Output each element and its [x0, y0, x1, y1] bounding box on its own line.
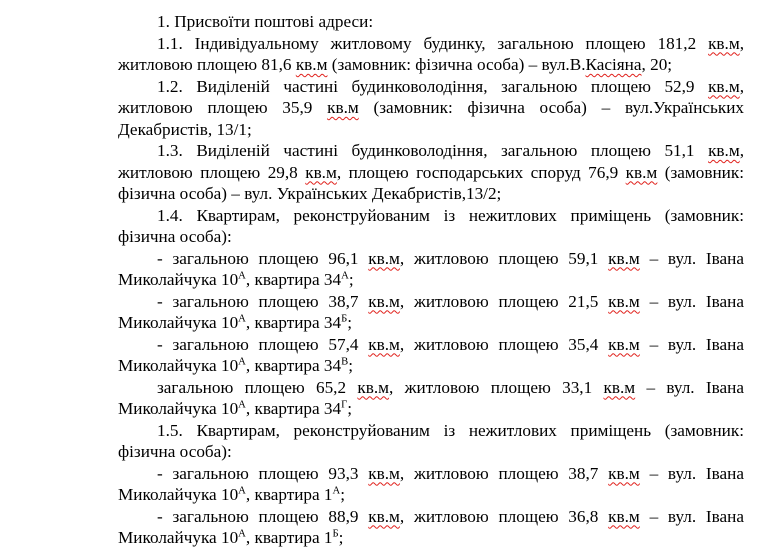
unit-kvm: кв.м: [368, 334, 400, 354]
street-name: Касіяна: [585, 55, 642, 74]
text: , квартира 1: [245, 485, 333, 504]
apartment-line: [118, 291, 744, 334]
apartment-line: [118, 248, 744, 291]
text: , 20;: [641, 55, 673, 74]
text: 1.2. Виділеній частині будинковолодіння, загальною площею 52,9: [157, 76, 709, 96]
unit-kvm: кв.м: [368, 291, 400, 311]
text: загальною площею 65,2: [157, 377, 358, 397]
superscript: Б: [341, 313, 348, 325]
text: - загальною площею 38,7: [157, 291, 369, 311]
unit-kvm: кв.м: [708, 141, 740, 160]
superscript: А: [238, 313, 246, 325]
text: , житловою площею 35,9: [118, 76, 744, 117]
superscript: А: [238, 356, 246, 368]
text: , житловою площею 59,1: [399, 248, 609, 268]
text: ;: [347, 399, 353, 418]
text: ;: [348, 270, 354, 289]
unit-kvm: кв.м: [368, 463, 400, 483]
text: , житловою площею 38,7: [399, 463, 609, 483]
superscript: А: [238, 528, 246, 540]
text: , квартира 34: [245, 270, 342, 289]
apartment-line: [118, 463, 744, 506]
text: 1.1. Індивідуальному житловому будинку, загальною площею 181,2: [157, 33, 709, 53]
text: , квартира 34: [245, 399, 342, 418]
text: – вул. Івана Миколайчука 10: [118, 291, 744, 332]
heading: 1. Присвоїти поштові адреси:: [157, 12, 374, 31]
text: (замовник: фізична особа) – вул.В.: [327, 55, 586, 74]
unit-kvm: кв.м: [357, 377, 390, 397]
text: – вул. Івана Миколайчука 10: [118, 463, 744, 504]
apartment-line: [118, 377, 744, 420]
text: , житловою площею 33,1: [389, 377, 604, 397]
text: – вул. Івана Миколайчука 10: [118, 334, 744, 375]
text: , житловою площею 36,8: [399, 506, 609, 526]
item-1-3: [118, 140, 744, 205]
text: - загальною площею 57,4: [157, 334, 369, 354]
text: ;: [338, 528, 344, 547]
superscript: Б: [332, 528, 339, 540]
unit-kvm: кв.м: [295, 55, 328, 74]
text: , житловою площею 29,8: [118, 141, 744, 182]
text: , житловою площею 35,4: [399, 334, 609, 354]
superscript: Г: [341, 399, 348, 411]
document-body: [118, 11, 744, 549]
unit-kvm: кв.м: [368, 506, 400, 526]
unit-kvm: кв.м: [708, 33, 740, 53]
unit-kvm: кв.м: [608, 291, 640, 311]
unit-kvm: кв.м: [608, 248, 640, 268]
unit-kvm: кв.м: [708, 76, 740, 96]
text: – вул. Івана Миколайчука 10: [118, 506, 744, 547]
text: , площею господарських споруд 76,9: [336, 162, 626, 182]
superscript: А: [238, 399, 246, 411]
text: ;: [348, 356, 354, 375]
text: 1.3. Виділеній частині будинковолодіння, загальною площею 51,1: [157, 141, 709, 160]
item-1-2: [118, 76, 744, 141]
text: - загальною площею 93,3: [157, 463, 369, 483]
superscript: А: [238, 270, 246, 282]
superscript: В: [341, 356, 349, 368]
text: - загальною площею 88,9: [157, 506, 369, 526]
text: – вул. Івана Миколайчука 10: [118, 377, 744, 418]
text: , квартира 1: [245, 528, 333, 547]
unit-kvm: кв.м: [625, 162, 658, 182]
unit-kvm: кв.м: [327, 98, 359, 117]
text: – вул. Івана Миколайчука 10: [118, 248, 744, 289]
unit-kvm: кв.м: [603, 377, 636, 397]
text: , квартира 34: [245, 356, 342, 375]
unit-kvm: кв.м: [608, 506, 640, 526]
item-1-5-intro: 1.5. Квартирам, реконструйованим із нежитлових приміщень (замовник: фізична особа):: [118, 420, 744, 461]
text: , житловою площею 81,6: [118, 33, 744, 74]
superscript: А: [238, 485, 246, 497]
apartment-line: [118, 506, 744, 549]
unit-kvm: кв.м: [368, 248, 400, 268]
unit-kvm: кв.м: [608, 463, 640, 483]
superscript: А: [332, 485, 341, 497]
text: (замовник: фізична особа) – вул.Українських Декабристів, 13/1;: [118, 98, 744, 139]
superscript: А: [341, 270, 349, 282]
item-1-4-intro: 1.4. Квартирам, реконструйованим із нежитлових приміщень (замовник: фізична особа):: [118, 205, 744, 246]
apartment-line: [118, 334, 744, 377]
text: , житловою площею 21,5: [399, 291, 609, 311]
item-1-1: [118, 33, 744, 76]
unit-kvm: кв.м: [608, 334, 640, 354]
unit-kvm: кв.м: [305, 162, 337, 182]
text: , квартира 34: [245, 313, 342, 332]
text: (замовник: фізична особа) – вул. Українських Декабристів,13/2;: [118, 162, 744, 203]
text: - загальною площею 96,1: [157, 248, 369, 268]
text: ;: [347, 313, 353, 332]
text: ;: [340, 485, 346, 504]
